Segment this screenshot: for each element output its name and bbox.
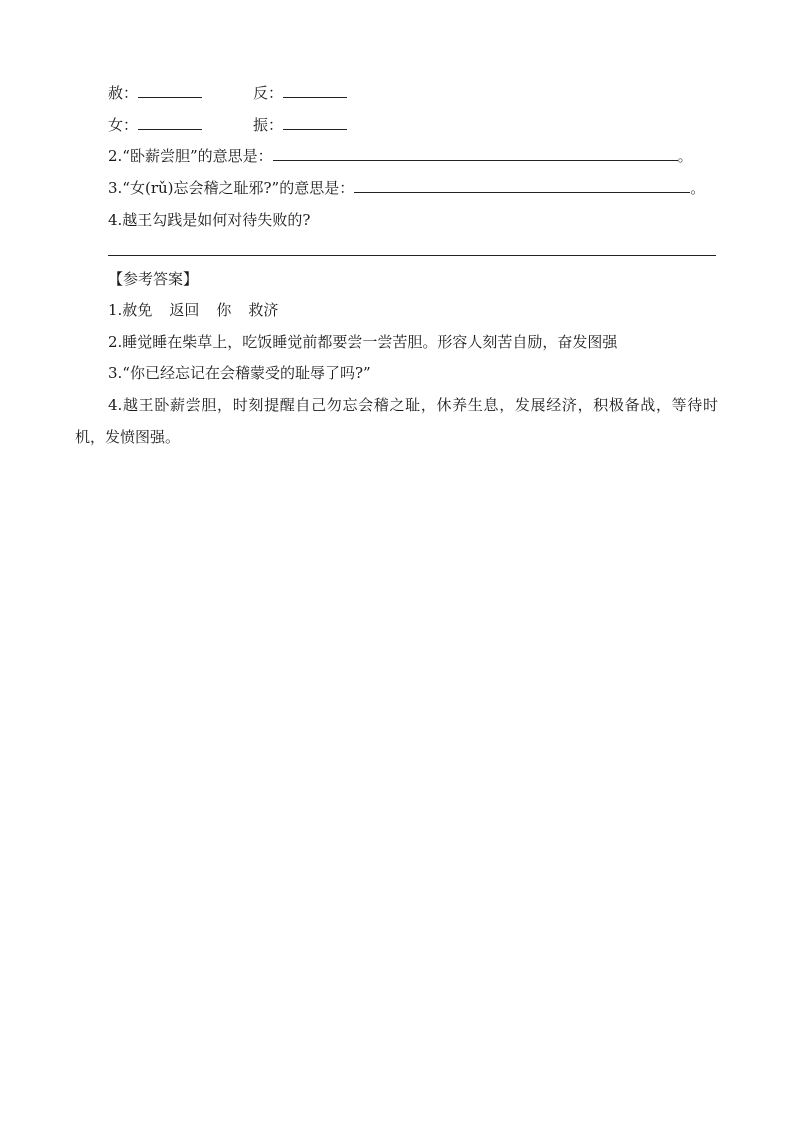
fill-row-2-right xyxy=(253,114,347,134)
answer-1-item-4: 救济 xyxy=(248,301,279,319)
question-2 xyxy=(108,145,693,165)
fill-blank-fan[interactable] xyxy=(283,82,347,98)
question-3 xyxy=(108,177,705,197)
answer-1-item-3: 你 xyxy=(216,301,232,319)
fill-label-ru: 女： xyxy=(108,116,139,134)
fill-blank-zhen[interactable] xyxy=(283,114,347,130)
question-3-suffix: 。 xyxy=(690,179,706,197)
answer-1-item-1: 赦免 xyxy=(122,301,153,319)
answer-2: 2.睡觉睡在柴草上，吃饭睡觉前都要尝一尝苦胆。形容人刻苦自励，奋发图强 xyxy=(108,333,618,351)
question-4-answer-line[interactable] xyxy=(108,255,716,256)
question-4 xyxy=(108,210,310,230)
answer-1 xyxy=(108,300,278,320)
fill-row-1 xyxy=(108,82,202,102)
fill-label-zhen: 振： xyxy=(253,116,284,134)
fill-label-she: 赦： xyxy=(108,84,139,102)
question-3-blank[interactable] xyxy=(354,177,690,193)
fill-label-fan: 反： xyxy=(253,84,284,102)
answer-4: 4.越王卧薪尝胆，时刻提醒自己勿忘会稽之耻，休养生息，发展经济，积极备战，等待时机，发愤图强。 xyxy=(75,396,718,446)
fill-row-2 xyxy=(108,114,202,134)
question-2-text: 2.“卧薪尝胆”的意思是： xyxy=(108,147,273,165)
fill-row-1-right xyxy=(253,82,347,102)
answer-3: 3.“你已经忘记在会稽蒙受的耻辱了吗?” xyxy=(108,364,371,382)
question-2-blank[interactable] xyxy=(273,145,678,161)
fill-blank-she[interactable] xyxy=(138,82,202,98)
answer-1-item-2: 返回 xyxy=(169,301,200,319)
question-2-suffix: 。 xyxy=(677,147,693,165)
fill-blank-ru[interactable] xyxy=(138,114,202,130)
answers-heading: 【参考答案】 xyxy=(108,270,199,288)
question-4-text: 4.越王勾践是如何对待失败的? xyxy=(108,211,311,229)
answer-1-num: 1. xyxy=(108,301,123,319)
question-3-text: 3.“女(rǔ)忘会稽之耻邪?”的意思是： xyxy=(108,179,355,197)
